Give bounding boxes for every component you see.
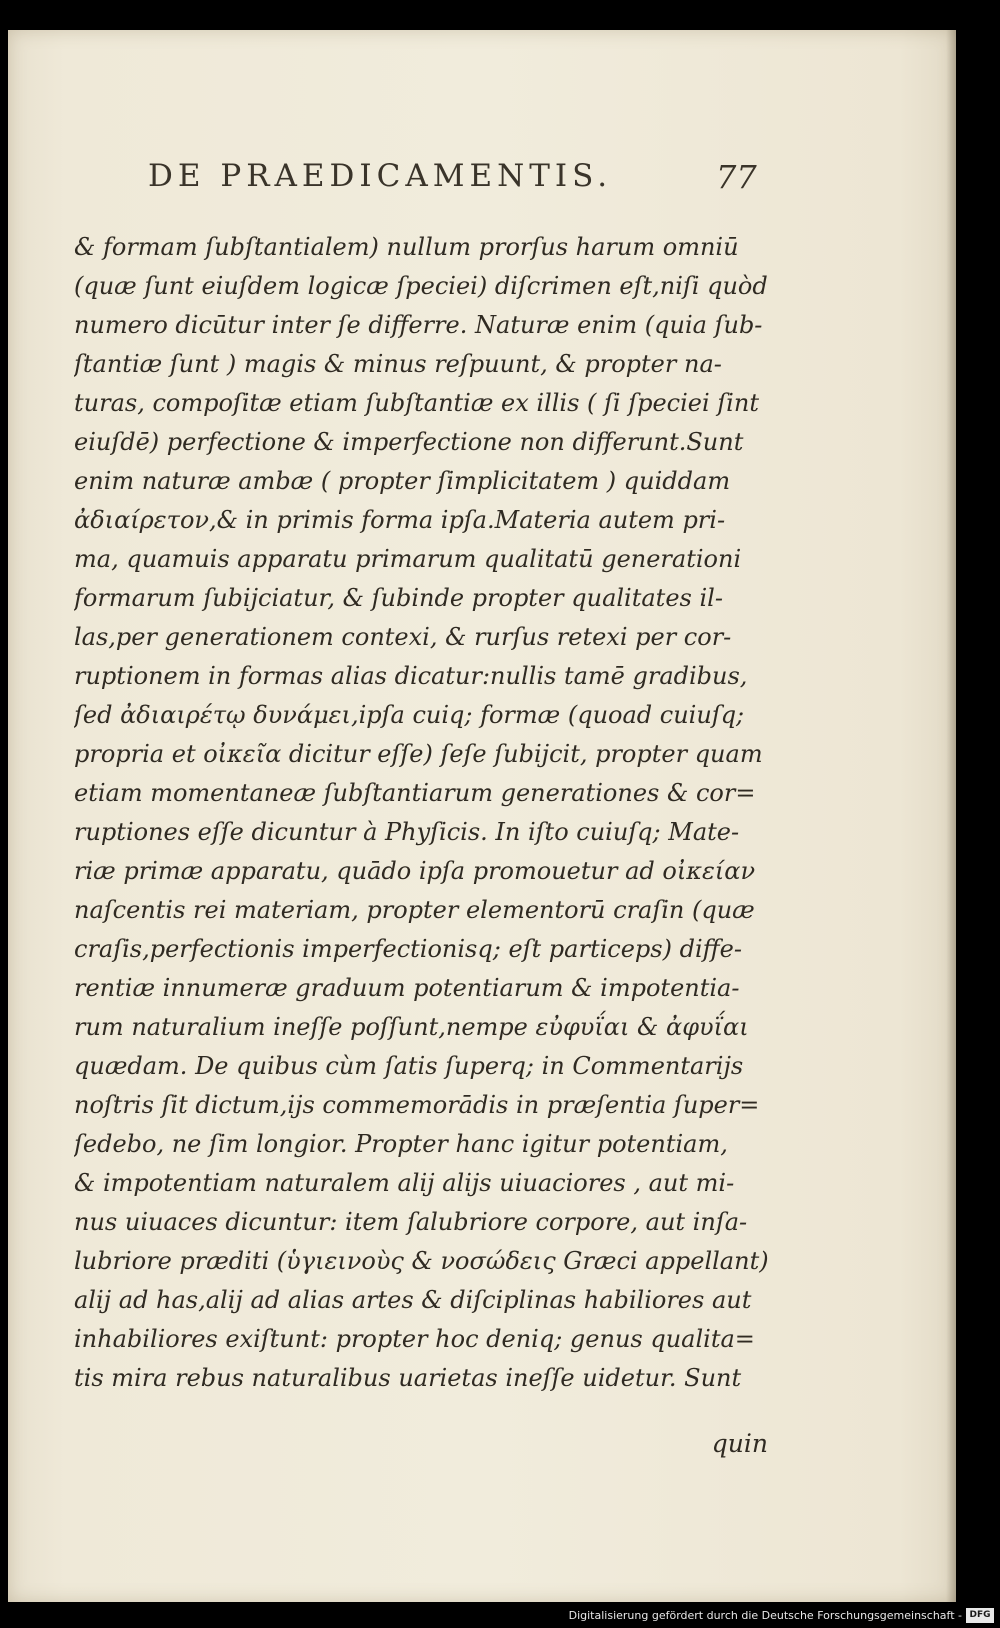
page-number: 77 xyxy=(716,158,757,196)
text-line: inhabiliores exiſtunt: propter hoc deniq; genus qualita= xyxy=(74,1325,755,1353)
text-line: nus uiuaces dicuntur: item ſalubriore corpore, aut inſa- xyxy=(74,1208,748,1236)
book-page xyxy=(8,30,956,1602)
text-line: craſis,perfectionis imperfectionisq; eſt particeps) diffe- xyxy=(74,935,742,963)
text-line: numero dicūtur inter ſe differre. Naturæ enim (quia ſub- xyxy=(74,311,763,339)
text-line: rentiæ innumeræ graduum potentiarum & impotentia- xyxy=(74,974,740,1002)
text-line: etiam momentaneæ ſubſtantiarum generationes & cor= xyxy=(74,779,756,807)
text-line: ſtantiæ ſunt ) magis & minus reſpuunt, & propter na- xyxy=(74,350,722,378)
text-line: propria et οἰκεῖα dicitur eſſe) ſeſe ſubijcit, propter quam xyxy=(74,740,763,768)
dfg-logo: DFG xyxy=(966,1608,994,1623)
text-line: quædam. De quibus cùm ſatis ſuperq; in Commentarijs xyxy=(74,1052,744,1080)
text-line: ſed ἀδιαιρέτῳ δυνάμει,ipſa cuiq; formæ (quoad cuiuſq; xyxy=(74,701,745,729)
running-head: DE PRAEDICAMENTIS. xyxy=(148,158,613,194)
text-line: & impotentiam naturalem alij alijs uiuaciores , aut mi- xyxy=(74,1169,735,1197)
text-line: noſtris ſit dictum,ijs commemorādis in præſentia ſuper= xyxy=(74,1091,760,1119)
text-line: ruptionem in formas alias dicatur:nullis tamē gradibus, xyxy=(74,662,748,690)
catchword: quin xyxy=(711,1429,768,1458)
text-line: (quæ ſunt eiuſdem logicæ ſpeciei) diſcrimen eſt,niſi quòd xyxy=(74,272,768,300)
text-line: tis mira rebus naturalibus uarietas ineſſe uidetur. Sunt xyxy=(74,1364,742,1392)
text-line: turas, compoſitæ etiam ſubſtantiæ ex illis ( ſi ſpeciei ſint xyxy=(74,389,759,417)
text-line: rum naturalium ineſſe poſſunt,nempe εὐφυΐαι & ἀφυΐαι xyxy=(74,1013,749,1041)
text-line: formarum ſubijciatur, & ſubinde propter qualitates il- xyxy=(74,584,723,612)
text-line: enim naturæ ambæ ( propter ſimplicitatem ) quiddam xyxy=(74,467,731,495)
text-line: & formam ſubſtantialem) nullum prorſus harum omniū xyxy=(74,233,739,261)
text-line: naſcentis rei materiam, propter elementorū craſin (quæ xyxy=(74,896,755,924)
text-line: alij ad has,alij ad alias artes & diſciplinas habiliores aut xyxy=(74,1286,752,1314)
text-line: ma, quamuis apparatu primarum qualitatū generationi xyxy=(74,545,742,573)
text-line: las,per generationem contexi, & rurſus retexi per cor- xyxy=(74,623,732,651)
text-line: riæ primæ apparatu, quādo ipſa promouetur ad οἰκείαν xyxy=(74,857,756,885)
text-line: eiuſdē) perfectione & imperfectione non differunt.Sunt xyxy=(74,428,744,456)
text-block xyxy=(74,228,774,1478)
footer-bar xyxy=(0,1604,1000,1628)
text-line: ruptiones eſſe dicuntur à Phyſicis. In iſto cuiuſq; Mate- xyxy=(74,818,740,846)
text-line: lubriore præditi (ὑγιεινοὺς & νοσώδεις Græci appellant) xyxy=(74,1247,769,1275)
text-line: ſedebo, ne ſim longior. Propter hanc igitur potentiam, xyxy=(74,1130,728,1158)
text-line: ἀδιαίρετον,& in primis forma ipſa.Materia autem pri- xyxy=(74,506,726,534)
funding-credit: Digitalisierung gefördert durch die Deutsche Forschungsgemeinschaft - xyxy=(568,1609,962,1622)
